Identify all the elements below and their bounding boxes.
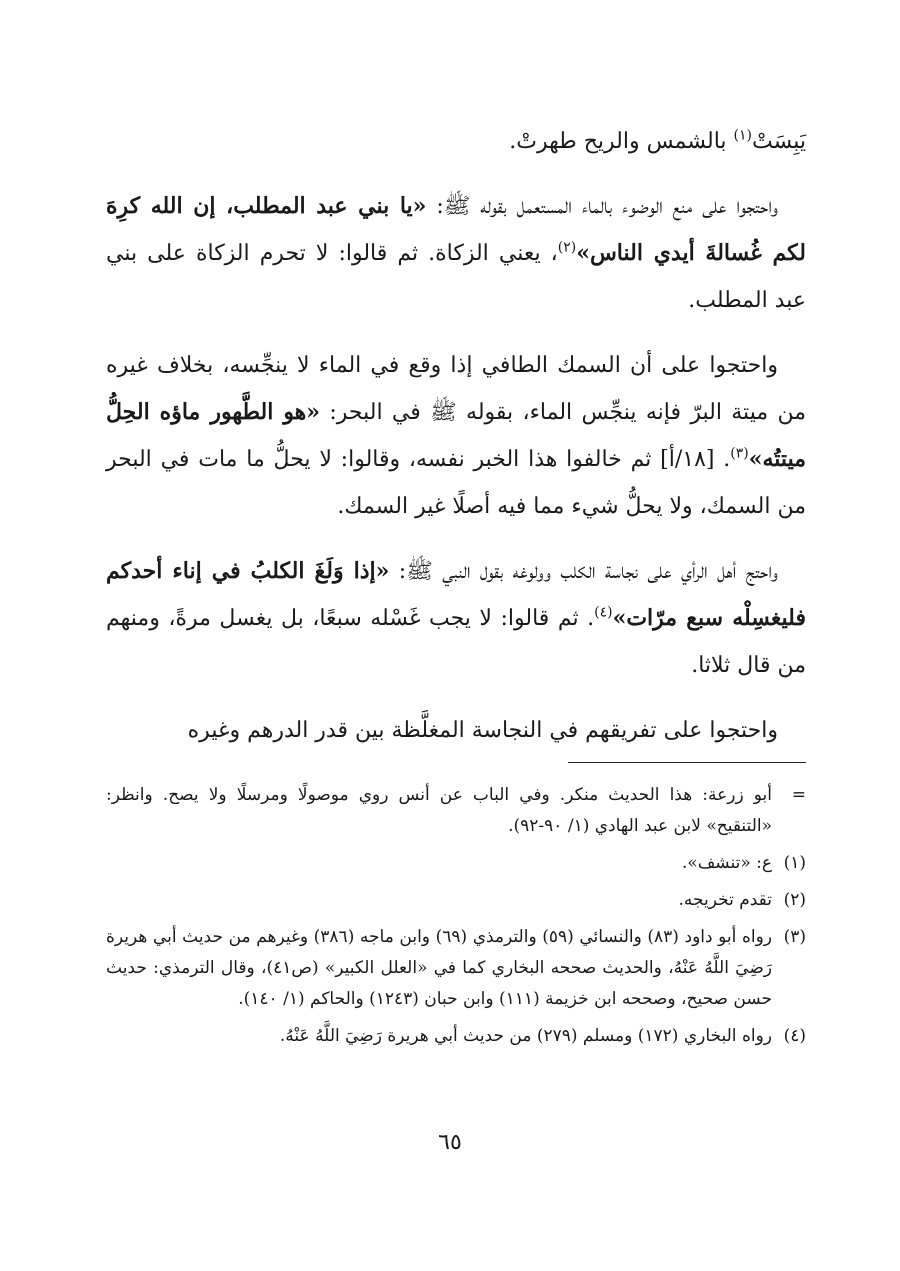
footnote-text: أبو زرعة: هذا الحديث منكر. وفي الباب عن أنس روي موصولًا ومرسلًا ولا يصح. وانظر: «التنقيح» لابن عبد الهادي (١/ ٩٠-٩٢).: [106, 785, 772, 836]
footnote-number: (٣): [783, 927, 806, 947]
hadith-quote: «يا بني عبد المطلب، إن الله كرِهَ لكم غُسالةَ أيدي الناس»: [106, 193, 806, 266]
page-body: [106, 118, 806, 772]
footnote-separator: [568, 762, 806, 763]
page-number: ٦٥: [438, 1130, 462, 1155]
footnote-1: [106, 848, 806, 879]
paragraph-text: يَبِسَتْ: [752, 129, 806, 154]
paragraph-4: [106, 548, 806, 689]
footnote-4: [106, 1021, 806, 1052]
hadith-quote: «هو الطَّهور ماؤه الحِلُّ ميتتُه»: [106, 399, 806, 472]
footnote-number: =: [791, 785, 806, 805]
paragraph-text: واحتجوا على منع الوضوء بالماء المستعمل بقوله ﷺ:: [426, 194, 779, 219]
footnote-number: (١): [783, 853, 806, 873]
paragraph-text: واحتج أهل الرأي على نجاسة الكلب وولوغه بقول النبي ﷺ:: [389, 559, 779, 584]
footnote-ref-2: (٢): [557, 239, 577, 256]
paragraph-2: [106, 183, 806, 324]
paragraph-text: واحتجوا على تفريقهم في النجاسة المغلَّظة بين قدر الدرهم وغيره: [187, 718, 778, 743]
footnote-ref-1: (١): [733, 127, 752, 144]
footnote-number: (٤): [783, 1026, 806, 1046]
paragraph-text: بالشمس والريح طهرتْ.: [509, 129, 734, 154]
paragraph-5: [106, 707, 806, 754]
footnote-ref-3: (٣): [730, 445, 749, 462]
footnote-2: [106, 885, 806, 916]
paragraph-text: واحتجوا على أن السمك الطافي إذا وقع في الماء لا ينجِّسه، بخلاف غيره من ميتة البرّ فإنه ينجِّس الماء، بقوله ﷺ في البحر:: [106, 353, 806, 425]
paragraph-text: . [١٨/أ] ثم خالفوا هذا الخبر نفسه، وقالوا: لا يحلُّ ما مات في البحر من السمك، ولا يحلُّ شيء مما فيه أصلًا غير السمك.: [106, 447, 806, 519]
paragraph-1: [106, 118, 806, 165]
footnote-ref-4: (٤): [594, 604, 613, 621]
footnote-text: رواه أبو داود (٨٣) والنسائي (٥٩) والترمذي (٦٩) وابن ماجه (٣٨٦) وغيرهم من حديث أبي هريرة رَضِيَ اللَّهُ عَنْهُ، والحديث صححه البخاري كما في «العلل الكبير» (ص٤١)، وقال الترمذي: حديث حسن صحيح، وصححه ابن خزيمة (١١١) وابن حبان (١٢٤٣) والحاكم (١/ ١٤٠).: [106, 927, 773, 1009]
footnote-text: تقدم تخريجه.: [678, 890, 772, 910]
footnote-text: ع: «تنشف».: [681, 853, 772, 873]
paragraph-text: ، يعني الزكاة. ثم قالوا: لا تحرم الزكاة على بني عبد المطلب.: [106, 241, 806, 313]
paragraph-3: [106, 342, 806, 530]
footnotes: [106, 780, 806, 1058]
main-text: [106, 118, 806, 754]
footnote-text: رواه البخاري (١٧٢) ومسلم (٢٧٩) من حديث أبي هريرة رَضِيَ اللَّهُ عَنْهُ.: [279, 1026, 772, 1046]
footnote-3: [106, 922, 806, 1015]
footnote-number: (٢): [783, 890, 806, 910]
paragraph-text: . ثم قالوا: لا يجب غَسْله سبعًا، بل يغسل مرةً، ومنهم من قال ثلاثا.: [106, 606, 806, 678]
hadith-quote: «إذا وَلَغَ الكلبُ في إناء أحدكم فليغسِلْه سبع مرّات»: [106, 558, 806, 631]
footnote-continued: [106, 780, 806, 842]
